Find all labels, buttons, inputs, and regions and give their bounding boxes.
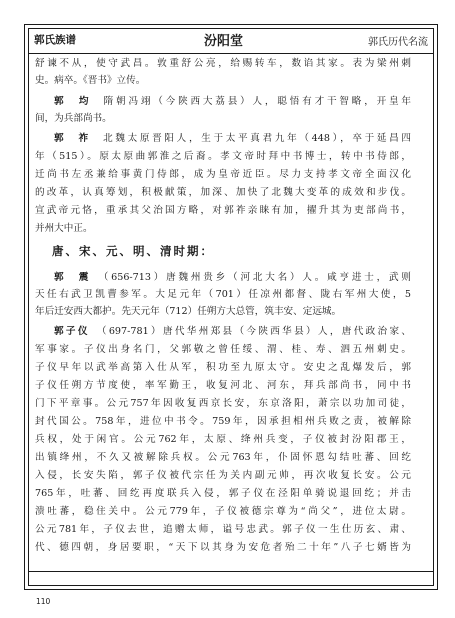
text-line: 并州大中正。: [35, 223, 93, 234]
text-line: 迁尚书左丞兼给事黄门侍郎，成为皇帝近臣。尽力支持孝文帝全面汉化: [35, 169, 411, 180]
person-name: 郭 均: [54, 96, 92, 107]
text-line: 入侵，长安失陷，郭子仪被代宗任为关内副元帅，再次收复长安。公元: [35, 470, 411, 481]
section-heading: 唐、宋、元、明、清时期：: [52, 244, 214, 258]
text-line: 出镇绛州，不久又被解除兵权。公元763年，仆固怀恩勾结吐蕃、回纥: [35, 452, 411, 463]
text-line: 代、德四朝，身居要职，“天下以其身为安危者殆二十年”八子七婿皆为: [35, 542, 411, 553]
text-line: 史。病卒。《晋书》立传。: [35, 75, 146, 86]
entry-guo-ziyi-line: 郭子仪 （697-781）唐代华州郑县（今陕西华县）人，唐代政治家、: [54, 326, 411, 337]
page-number: 110: [36, 597, 51, 606]
text-line: 兵权，处于闲官。公元762年，太原、绛州兵变，子仪被封汾阳郡王，: [35, 434, 411, 445]
footer-rule: [28, 571, 434, 572]
running-header: [28, 29, 434, 53]
person-name: 郭 祚: [54, 133, 91, 144]
text-line: 765年，吐蕃、回纥再度联兵入侵，郭子仪在泾阳单骑说退回纥；并击: [35, 488, 411, 499]
text-line: 年（515）。原太原曲郭淮之后裔。孝文帝时拜中书博士，转中书侍郎，: [35, 151, 411, 162]
header-hall-name: 汾阳堂: [204, 34, 244, 49]
text-line: 军事家。子仪出身名门，父郭敬之曾任绥、渭、桂、寿、泗五州刺史。: [35, 344, 411, 355]
person-name: 郭 震: [54, 272, 92, 283]
text-line: 溃吐蕃，稳住关中。公元779年，子仪被德宗尊为“尚父”，进位太尉。: [35, 506, 411, 517]
text-line: 子仪任朔方节度使，率军勤王，收复河北、河东，拜兵部尚书，同中书: [35, 380, 411, 391]
header-genealogy-title: 郭氏族谱: [34, 34, 76, 46]
text-line: 子仪早年以武举高第入仕从军，积功至九原太守。安史之乱爆发后，郭: [35, 362, 411, 373]
text-line: 间，为兵部尚书。: [35, 113, 112, 124]
text-line: 天任右武卫凯曹参军。大足元年（701）任凉州都督、陇右军州大使，5: [35, 289, 411, 300]
text-line: 舒谏不从，使守武昌。敦重舒公亮，给赐转车，数谄其家。表为梁州刺: [35, 58, 411, 69]
header-rule: [28, 53, 434, 54]
text-line: 门下平章事。公元757年因收复西京长安，东京洛阳，萧宗以功加司徒，: [35, 398, 411, 409]
entry-guo-zuo-line: 郭 祚 北魏太原晋阳人，生于太平真君九年（448），卒于延昌四: [54, 133, 412, 144]
header-chapter-title: 郭氏历代名流: [368, 37, 428, 48]
text-line: 公元781年，子仪去世，追赠太师，谥号忠武。郭子仪一生仕历玄、肃、: [35, 524, 411, 535]
text-line: 封代国公。758年，进位中书令。759年，因承担相州兵败之责，被解除: [35, 416, 411, 427]
text-line: 年后迁安西大都护。先天元年（712）任朔方大总管，筑丰安、定远城。: [35, 306, 342, 317]
person-name: 郭子仪: [54, 326, 90, 337]
entry-guo-zhen-line: 郭 震 （656-713）唐魏州贵乡（河北大名）人。咸亨进士，武则: [54, 272, 411, 283]
text-line: 宣武帝元恪，重承其父治国方略，对郭祚亲睐有加，擢升其为吏部尚书，: [35, 205, 411, 216]
entry-guo-jun-line: 郭 均 隋朝冯翊（今陕西大荔县）人，聪悟有才干智略，开皇年: [54, 96, 412, 107]
text-line: 的改革，认真筹划，积极献策，加深、加快了北魏大变革的成效和步伐。: [35, 187, 411, 198]
